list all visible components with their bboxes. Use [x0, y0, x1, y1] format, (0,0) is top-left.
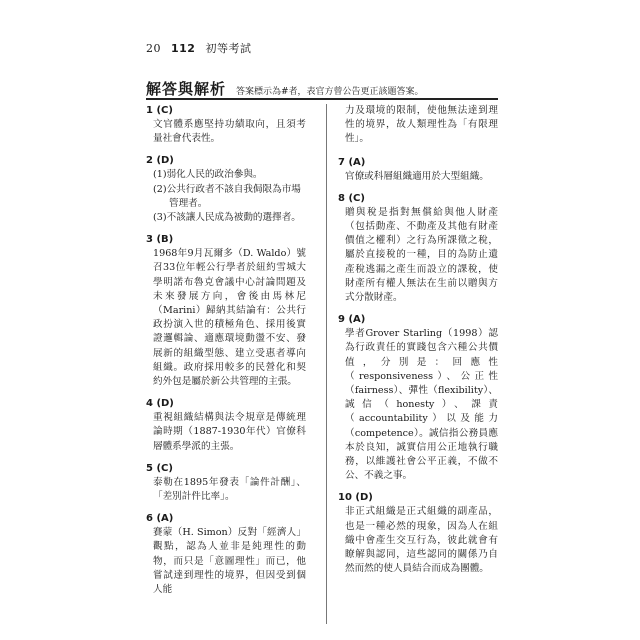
- answer-item: [146, 104, 306, 146]
- list-item-text: 不該讓人民成為被動的選擇者。: [166, 212, 301, 224]
- answer-number: 6 (A): [146, 513, 174, 525]
- answer-item: [338, 156, 498, 184]
- exam-number: 112: [171, 42, 196, 55]
- explanation-text: 文官體系應堅持功績取向，且須考量社會代表性。: [153, 119, 306, 145]
- answer-number: 10 (D): [338, 492, 373, 504]
- answer-number: 9 (A): [338, 314, 366, 326]
- list-item-text: 公共行政者不該自我侷限為市場: [166, 183, 301, 195]
- column-divider: [326, 104, 327, 624]
- exam-name: 初等考試: [205, 42, 252, 55]
- answer-explanation: [338, 505, 498, 576]
- answer-item: [338, 313, 498, 483]
- explanation-text: 官僚或科層組織適用於大型組織。: [345, 170, 489, 182]
- list-item-label: (1): [153, 169, 167, 181]
- answer-item: [146, 233, 306, 389]
- list-item-label: (2): [153, 183, 167, 195]
- list-item-continuation: 管理者。: [169, 197, 208, 209]
- answer-item: [146, 512, 306, 597]
- section-title: 解答與解析: [146, 80, 227, 98]
- explanation-text: 1968年9月瓦爾多（D. Waldo）號召33位年輕公行學者於紐約雪城大學明諾布魯克會議中心討論問題及未來發展方向，會後由馬林尼（Marini）歸納其結論有：公共行政扮演入世的積極角色、採用後實證邏輯論、適應環境動盪不安、發展新的組織型態、建立受惠者導向組織。政府採用較多的民營化和契約外包是屬於新公共管理的主張。: [153, 248, 306, 388]
- explanation-text: 非正式組織是正式組織的副產品，也是一種必然的現象，因為人在組織中會產生交互行為，彼此就會有瞭解與認同，這些認同的關係乃自然而然的使人員結合而成為團體。: [345, 506, 498, 575]
- answer-number: 3 (B): [146, 234, 174, 246]
- answer-number: 4 (D): [146, 398, 174, 410]
- list-item: [146, 183, 306, 211]
- explanation-text: 泰勒在1895年發表「論件計酬」、「差別計件比率」。: [153, 476, 306, 503]
- answer-explanation: [146, 411, 306, 454]
- answer-number: 7 (A): [338, 156, 366, 168]
- list-item: [146, 211, 306, 225]
- answer-item: [146, 397, 306, 454]
- answer-explanation: [146, 247, 306, 389]
- running-head: [146, 40, 251, 56]
- answer-number: 2 (D): [146, 155, 174, 167]
- explanation-text: 贈與稅是指對無償給與他人財產（包括動產、不動產及其他有財產價值之權利）之行為所課徵之稅，屬於直接稅的一種，目的為防止遺產稅逃漏之產生而設立的課稅，使財產所有權人無法在生前以贈與方式分散財產。: [345, 206, 498, 304]
- answer-continuation: 力及環境的限制，使他無法達到理性的境界，故人類理性為「有限理性」。: [345, 105, 498, 145]
- list-item: [146, 168, 306, 182]
- explanation-text: 重視組織結構與法令規章是傳統理論時期（1887-1930年代）官僚科層體系學派的主張。: [153, 412, 306, 452]
- explanation-text: 賽蒙（H. Simon）反對「經濟人」觀點，認為人並非是純理性的動物，而只是「意圖理性」而已，他嘗試達到理性的境界，但因受到個人能: [153, 527, 306, 596]
- answer-item: [146, 462, 306, 504]
- explanation-text: 學者Grover Starling（1998）認為行政責任的實踐包含六種公共價值，分別是：回應性（responsiveness）、公正性（fairness）、彈性（flexibility）、誠信（honesty）、課責（accountability）以及能力（competence）。誠信指公務員應本於良知，誠實信用公正地執行職務，以維護社會公平正義，不做不公、不義之事。: [345, 328, 498, 482]
- answer-item: [146, 154, 306, 225]
- header-rule: [146, 98, 498, 100]
- list-item-label: (3): [153, 212, 167, 224]
- list-item-text: 弱化人民的政治參與。: [166, 169, 263, 181]
- answer-explanation: [146, 476, 306, 504]
- answer-explanation: [338, 206, 498, 305]
- answer-item: [338, 491, 498, 576]
- answer-number: 5 (C): [146, 462, 173, 474]
- right-column: [338, 104, 498, 584]
- answer-item: [338, 192, 498, 305]
- page-number: 20: [146, 42, 161, 55]
- section-header: [146, 78, 498, 99]
- answer-number: 8 (C): [338, 192, 365, 204]
- section-note: 答案標示為#者，表官方曾公告更正該題答案。: [236, 87, 424, 97]
- left-column: [146, 104, 306, 605]
- answer-explanation: [146, 118, 306, 146]
- answer-explanation: [146, 526, 306, 597]
- answer-explanation: [338, 170, 498, 184]
- answer-number: 1 (C): [146, 105, 173, 116]
- answer-explanation: [338, 327, 498, 483]
